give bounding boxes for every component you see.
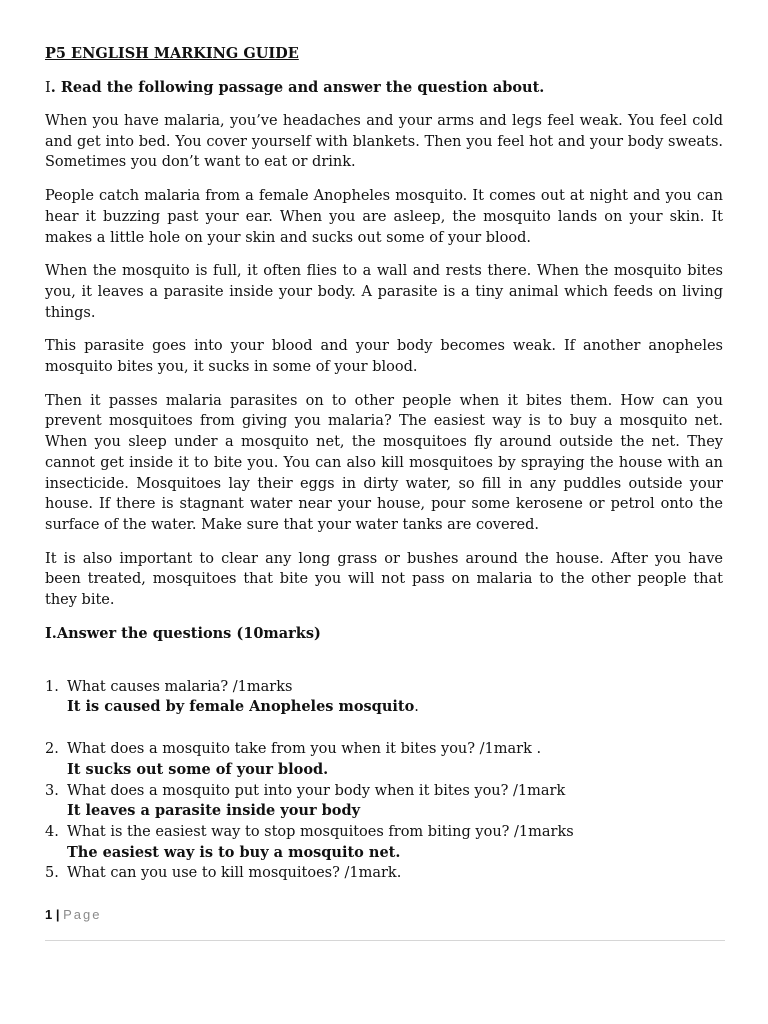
question-item xyxy=(45,677,723,718)
page-number: 1 xyxy=(45,907,53,922)
question-number: 1. xyxy=(45,678,59,695)
answer-text: It sucks out some of your blood. xyxy=(67,760,329,778)
question-number: 2. xyxy=(45,741,59,758)
answer-text xyxy=(45,697,723,718)
page-footer xyxy=(45,906,101,924)
answer-bold: It is caused by female Anopheles mosquito xyxy=(67,698,415,716)
question-number: 4. xyxy=(45,823,59,840)
questions-heading: I.Answer the questions (10marks) xyxy=(45,624,321,642)
question-text: What does a mosquito put into your body when it bites you? /1mark xyxy=(67,782,566,799)
answer-text: The easiest way is to buy a mosquito net. xyxy=(67,843,401,861)
passage-paragraph: People catch malaria from a female Anopheles mosquito. It comes out at night and you can hear it buzzing past your ear. When you are asleep, the mosquito lands on your skin. It makes a little hole on your skin and sucks out some of your blood. xyxy=(45,188,723,246)
question-text: What is the easiest way to stop mosquitoes from biting you? /1marks xyxy=(67,823,574,840)
passage-paragraph: When you have malaria, you’ve headaches and your arms and legs feel weak. You feel cold and get into bed. You cover yourself with blankets. Then you feel hot and your body sweats. Sometimes you don’t want to eat or drink. xyxy=(45,113,723,171)
section-heading xyxy=(45,78,723,98)
passage-paragraph: It is also important to clear any long grass or bushes around the house. After you have been treated, mosquitoes that bite you will not pass on malaria to the other people that they bite. xyxy=(45,550,723,609)
answer-suffix: . xyxy=(414,699,419,716)
passage-paragraph: Then it passes malaria parasites on to other people when it bites them. How can you prevent mosquitoes from giving you malaria? The easiest way is to buy a mosquito net. When you sleep under a mosquito net, the mosquitoes fly around outside the net. They cannot get inside it to bite you. You can also kill mosquitoes by spraying the house with an insecticide. Mosquitoes lay their eggs in dirty water, so fill in any puddles outside your house. If there is stagnant water near your house, pour some kerosene or petrol onto the surface of the water. Make sure that your water tanks are covered. xyxy=(45,392,723,533)
footer-divider xyxy=(45,940,725,941)
question-item xyxy=(45,781,723,822)
passage-paragraph: This parasite goes into your blood and your body becomes weak. If another anopheles mosquito bites you, it sucks in some of your blood. xyxy=(45,338,723,376)
question-number: 5. xyxy=(45,865,59,882)
question-text: What causes malaria? /1marks xyxy=(67,678,293,695)
document-title: P5 ENGLISH MARKING GUIDE xyxy=(45,45,299,62)
question-list xyxy=(45,677,723,884)
question-item xyxy=(45,863,723,884)
question-text: What can you use to kill mosquitoes? /1mark. xyxy=(67,865,402,882)
passage-paragraph: When the mosquito is full, it often flies to a wall and rests there. When the mosquito bites you, it leaves a parasite inside your body. A parasite is a tiny animal which feeds on living things. xyxy=(45,263,723,321)
section-number: I xyxy=(45,80,51,96)
page-separator: | xyxy=(52,907,64,922)
question-text: What does a mosquito take from you when it bites you? /1mark . xyxy=(67,741,542,758)
question-item xyxy=(45,739,723,780)
answer-text: It leaves a parasite inside your body xyxy=(67,802,361,820)
question-item xyxy=(45,822,723,863)
question-number: 3. xyxy=(45,782,59,799)
page-label: Page xyxy=(63,907,102,922)
document-page xyxy=(45,44,723,884)
section-instruction: . Read the following passage and answer the question about. xyxy=(50,79,545,96)
